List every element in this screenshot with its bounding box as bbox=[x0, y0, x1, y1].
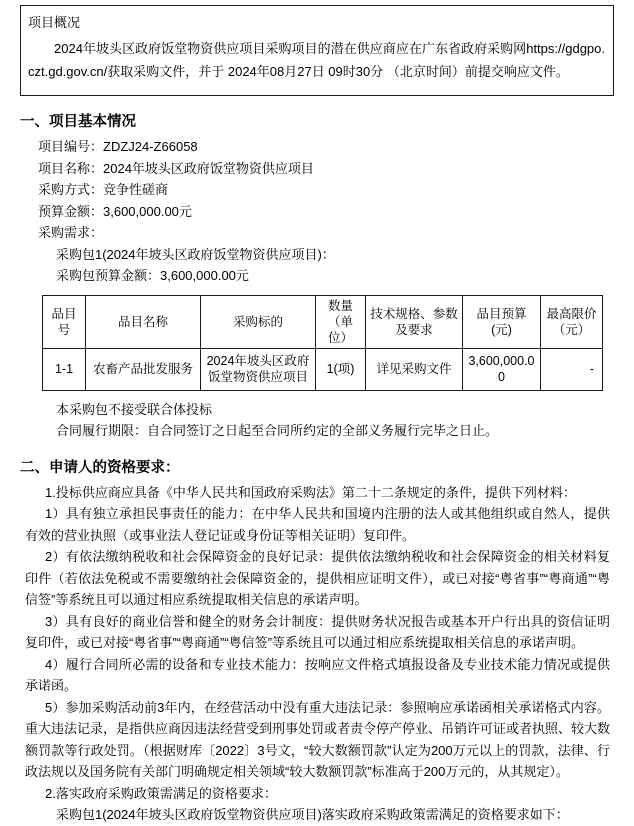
project-overview-box bbox=[20, 5, 614, 96]
section1-heading: 一、项目基本情况 bbox=[20, 114, 136, 130]
qualification-sub-2: 2）有依法缴纳税收和社会保障资金的良好记录：提供依法缴纳税收和社会保障资金的相关材料复印件（若依法免税或不需要缴纳社会保障资金的，提供相应证明文件），或已对接“粤省事”“粤商通”“粤信签”等系统且可以通过相应系统提取相关信息的承诺声明。 bbox=[25, 549, 610, 607]
cell-procurement-target: 2024年坡头区政府饭堂物资供应项目 bbox=[201, 348, 316, 390]
qualification-item-1: 1.投标供应商应具备《中华人民共和国政府采购法》第二十二条规定的条件，提供下列材料： bbox=[45, 484, 576, 500]
qualification-sub-3: 3）具有良好的商业信誉和健全的财务会计制度：提供财务状况报告或基本开户行出具的资信证明复印件，或已对接“粤省事”“粤商通”“粤信签”等系统且可以通过相应系统提取相关信息的承诺声明。 bbox=[25, 613, 610, 650]
basic-info-fields bbox=[0, 136, 634, 244]
qualification-sub-5: 5）参加采购活动前3年内，在经营活动中没有重大违法记录：参照响应承诺函相关承诺格式内容。重大违法记录，是指供应商因违法经营受到刑事处罚或者责令停产停业、吊销许可证或者执照、较大数额罚款等行政处罚。（根据财库〔2022〕3号文，“较大数额罚款”认定为200万元以上的罚款，法律、行政法规以及国务院有关部门明确规定相关领域“较大数额罚款”标准高于200万元的，从其规定）。 bbox=[25, 699, 611, 779]
qualification-sub-1: 1）具有独立承担民事责任的能力：在中华人民共和国境内注册的法人或其他组织或自然人，提供有效的营业执照（或事业法人登记证或身份证等相关证明）复印件。 bbox=[25, 506, 610, 543]
field-budget-amount: 预算金额：3,600,000.00元 bbox=[38, 203, 192, 219]
field-project-number: 项目编号：ZDZJ24-Z66058 bbox=[38, 139, 198, 154]
col-header-quantity: 数量（单位） bbox=[316, 295, 366, 348]
table-row bbox=[43, 348, 603, 390]
col-header-procurement-target: 采购标的 bbox=[201, 295, 316, 348]
field-project-name: 项目名称：2024年坡头区政府饭堂物资供应项目 bbox=[38, 160, 314, 176]
procurement-announcement-document bbox=[0, 5, 634, 826]
package-title: 采购包1(2024年坡头区政府饭堂物资供应项目)： bbox=[56, 246, 335, 262]
cell-item-no: 1-1 bbox=[43, 348, 86, 390]
table-header-row bbox=[43, 295, 603, 348]
field-procurement-demand: 采购需求： bbox=[38, 225, 104, 240]
no-consortium-note: 本采购包不接受联合体投标 bbox=[56, 401, 213, 417]
overview-body-text: 2024年坡头区政府饭堂物资供应项目采购项目的潜在供应商应在广东省政府采购网https://gdgpo.czt.gd.gov.cn/获取采购文件，并于 2024年08月27日 09时30分 （北京时间）前提交响应文件。 bbox=[28, 41, 605, 79]
contract-period-note: 合同履行期限：自合同签订之日起至合同所约定的全部义务履行完毕之日止。 bbox=[56, 423, 499, 438]
cell-item-name: 农畜产品批发服务 bbox=[86, 348, 201, 390]
cell-quantity: 1(项) bbox=[316, 348, 366, 390]
col-header-item-name: 品目名称 bbox=[86, 295, 201, 348]
qualification-sub-4: 4）履行合同所必需的设备和专业技术能力：按响应文件格式填报设备及专业技术能力情况或提供承诺函。 bbox=[25, 656, 610, 693]
col-header-item-budget: 品目预算(元) bbox=[463, 295, 541, 348]
procurement-items-table bbox=[42, 295, 603, 391]
package-budget: 采购包预算金额：3,600,000.00元 bbox=[56, 268, 249, 283]
field-procurement-method: 采购方式：竞争性磋商 bbox=[38, 182, 169, 197]
cell-tech-specs: 详见采购文件 bbox=[366, 348, 463, 390]
col-header-max-price: 最高限价（元） bbox=[541, 295, 603, 348]
qualification-item-2-package: 采购包1(2024年坡头区政府饭堂物资供应项目)落实政府采购政策需满足的资格要求如下： bbox=[56, 807, 569, 822]
overview-title: 项目概况 bbox=[28, 15, 81, 30]
cell-item-budget: 3,600,000.00 bbox=[463, 348, 541, 390]
section2-heading: 二、申请人的资格要求： bbox=[20, 459, 180, 476]
col-header-tech-specs: 技术规格、参数及要求 bbox=[366, 295, 463, 348]
col-header-item-no: 品目号 bbox=[43, 295, 86, 348]
qualification-item-2: 2.落实政府采购政策需满足的资格要求： bbox=[45, 785, 277, 801]
cell-max-price: - bbox=[541, 348, 603, 390]
